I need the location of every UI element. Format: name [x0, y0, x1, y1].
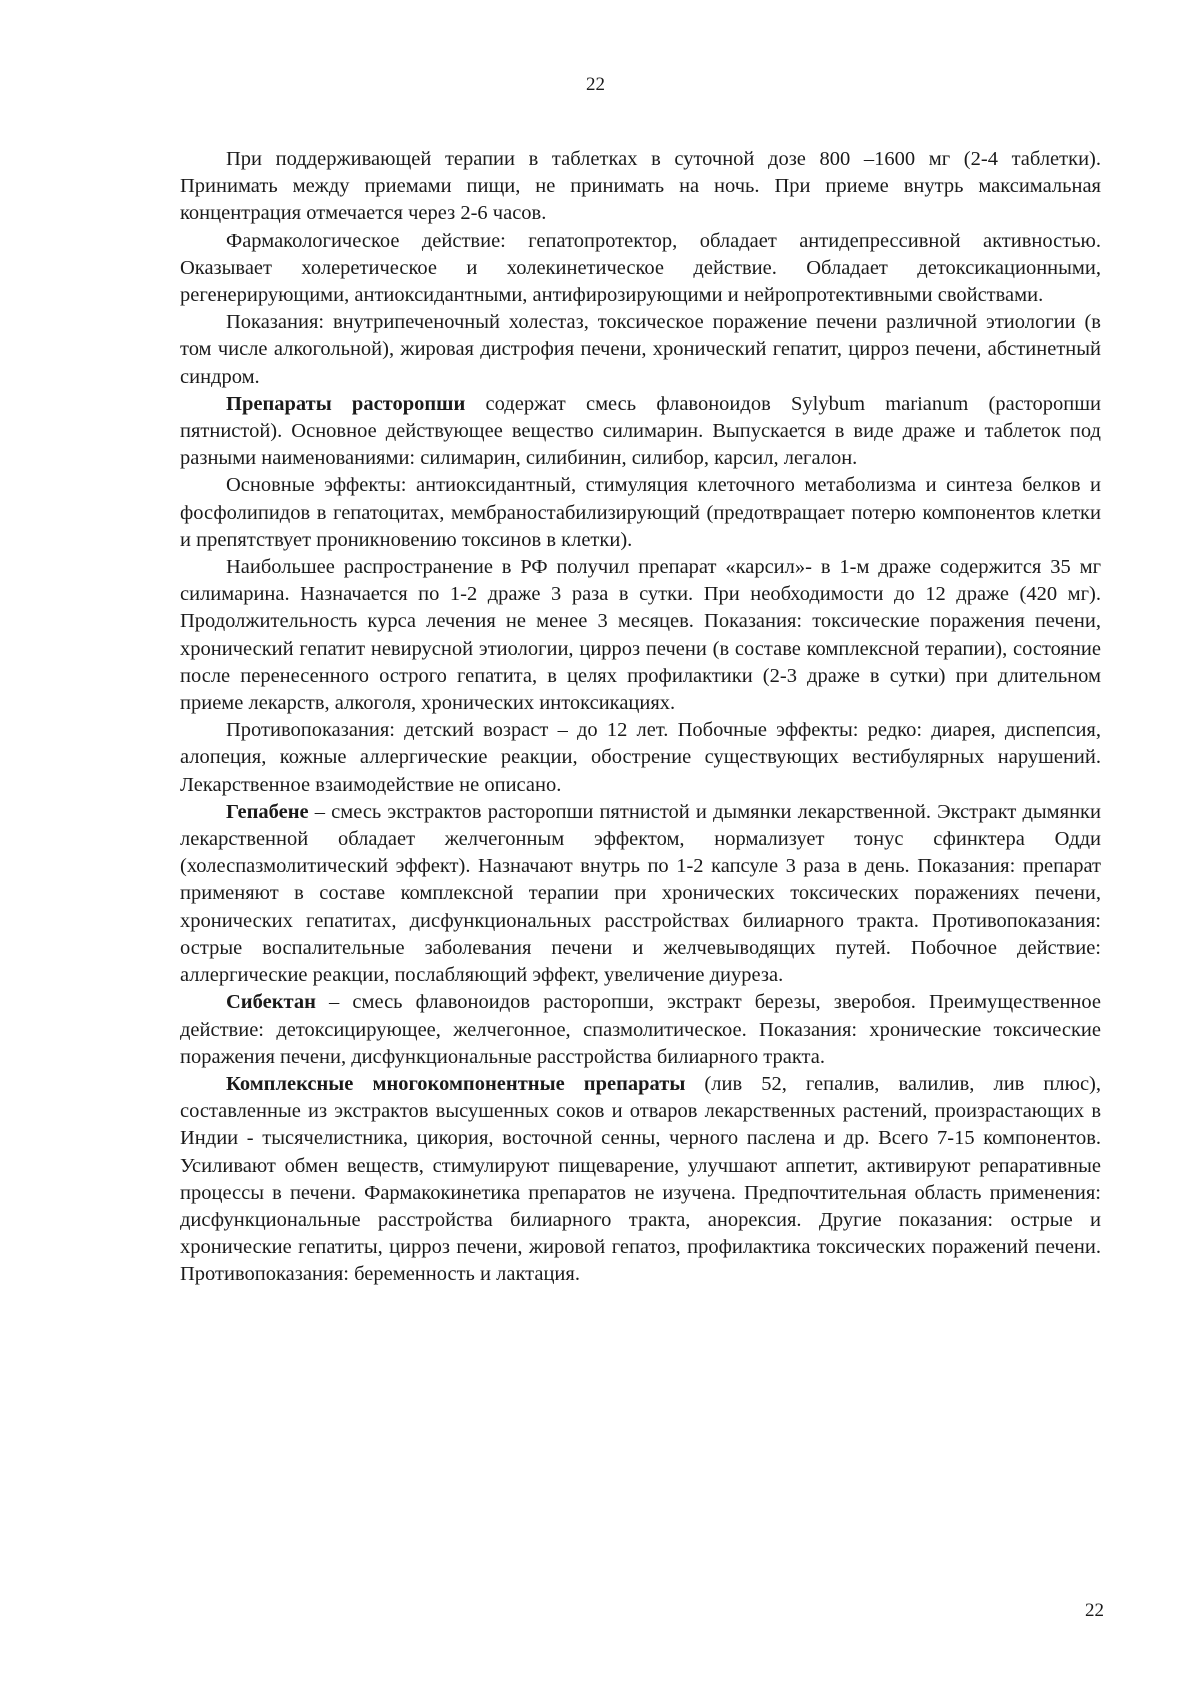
paragraph-lead: Сибектан — [226, 991, 316, 1014]
page-number-bottom: 22 — [1085, 1600, 1104, 1621]
paragraph-text: – смесь флавоноидов расторопши, экстракт березы, зверобоя. Преимущественное действие: детоксицирующее, желчегонное, спазмолитическое. Показания: хронические токсические поражения печени, дисфункциональные расстройства билиарного тракта. — [180, 991, 1101, 1068]
paragraph — [180, 391, 1101, 473]
paragraph-text: (лив 52, гепалив, валилив, лив плюс), составленные из экстрактов высушенных соков и отваров лекарственных растений, произрастающих в Индии - тысячелистника, цикория, восточной сенны, черного паслена и др. Всего 7-15 компонентов. Усиливают обмен веществ, стимулируют пищеварение, улучшают аппетит, активируют репаративные процессы в печени. Фармакокинетика препаратов не изучена. Предпочтительная область применения: дисфункциональные расстройства билиарного тракта, анорексия. Другие показания: острые и хронические гепатиты, цирроз печени, жировой гепатоз, профилактика токсических поражений печени. Противопоказания: беременность и лактация. — [180, 1072, 1101, 1286]
paragraph-text: – смесь экстрактов расторопши пятнистой и дымянки лекарственной. Экстракт дымянки лекарственной обладает желчегонным эффектом, нормализует тонус сфинктера Одди (холеспазмолитический эффект). Назначают внутрь по 1-2 капсуле 3 раза в день. Показания: препарат применяют в составе комплексной терапии при хронических токсических поражениях печени, хронических гепатитах, дисфункциональных расстройствах билиарного тракта. Противопоказания: острые воспалительные заболевания печени и желчевыводящих путей. Побочное действие: аллергические реакции, послабляющий эффект, увеличение диуреза. — [180, 800, 1101, 987]
paragraph — [180, 146, 1101, 228]
paragraph-lead: Препараты расторопши — [226, 392, 466, 415]
paragraph-lead: Гепабене — [226, 800, 309, 823]
paragraph-text: Наибольшее распространение в РФ получил препарат «карсил»- в 1-м драже содержится 35 мг силимарина. Назначается по 1-2 драже 3 раза в сутки. При необходимости до 12 драже (420 мг). Продолжительность курса лечения не менее 3 месяцев. Показания: токсические поражения печени, хронический гепатит невирусной этиологии, цирроз печени (в составе комплексной терапии), состояние после перенесенного острого гепатита, в целях профилактики (2-3 драже в сутки) при длительном приеме лекарств, алкоголя, хронических интоксикациях. — [180, 556, 1101, 715]
paragraph-text: содержат смесь флавоноидов Sylybum marianum (расторопши пятнистой). Основное действующее вещество силимарин. Выпускается в виде драже и таблеток под разными наименованиями: силимарин, силибинин, силибор, карсил, легалон. — [180, 392, 1101, 470]
paragraph-text: Основные эффекты: антиоксидантный, стимуляция клеточного метаболизма и синтеза белков и фосфолипидов в гепатоцитах, мембраностабилизирующий (предотвращает потерю компонентов клетки и препятствует проникновению токсинов в клетки). — [180, 474, 1101, 551]
paragraph — [180, 1071, 1101, 1289]
paragraph-text: Противопоказания: детский возраст – до 12 лет. Побочные эффекты: редко: диарея, диспепсия, алопеция, кожные аллергические реакции, обострение существующих вестибулярных нарушений. Лекарственное взаимодействие не описано. — [180, 719, 1101, 796]
paragraph-text: При поддерживающей терапии в таблетках в суточной дозе 800 –1600 мг (2-4 таблетки). Принимать между приемами пищи, не принимать на ночь. При приеме внутрь максимальная концентрация отмечается через 2-6 часов. — [180, 148, 1101, 225]
paragraph-text: Показания: внутрипеченочный холестаз, токсическое поражение печени различной этиологии (в том числе алкогольной), жировая дистрофия печени, хронический гепатит, цирроз печени, абстинетный синдром. — [180, 311, 1101, 388]
paragraph — [180, 472, 1101, 554]
body-text — [180, 146, 1101, 1289]
paragraph — [180, 717, 1101, 799]
paragraph — [180, 554, 1101, 717]
paragraph — [180, 309, 1101, 391]
paragraph-lead: Комплексные многокомпонентные препараты — [226, 1072, 686, 1095]
paragraph — [180, 799, 1101, 989]
paragraph — [180, 989, 1101, 1071]
page-number-top: 22 — [586, 74, 605, 95]
paragraph-text: Фармакологическое действие: гепатопротектор, обладает антидепрессивной активностью. Оказывает холеретическое и холекинетическое действие. Обладает детоксикационными, регенерирующими, антиоксидантными, антифирозирующими и нейропротективными свойствами. — [180, 229, 1101, 307]
paragraph — [180, 228, 1101, 310]
